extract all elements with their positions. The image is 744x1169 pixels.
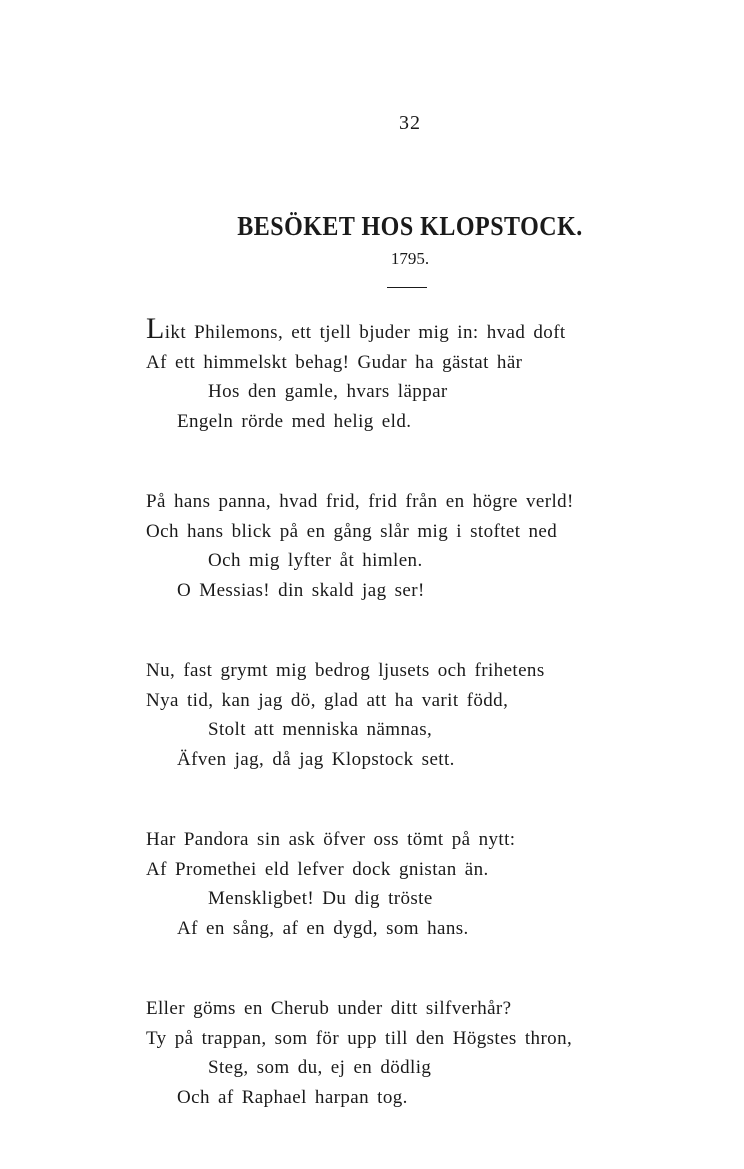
stanza — [0, 825, 744, 943]
drop-cap: L — [146, 312, 165, 345]
verse-line: Stolt att menniska nämnas, — [208, 719, 433, 740]
poem-body — [0, 312, 744, 1163]
stanza — [0, 656, 744, 774]
verse-line: Engeln rörde med helig eld. — [177, 410, 412, 432]
stanza — [0, 994, 744, 1112]
verse-line: Steg, som du, ej en dödlig — [208, 1057, 432, 1078]
verse-line: O Messias! din skald jag ser! — [177, 579, 425, 601]
verse-line: Och hans blick på en gång slår mig i stoftet ned — [146, 520, 558, 542]
verse-line: Af en sång, af en dygd, som hans. — [177, 917, 469, 939]
verse-line: Hos den gamle, hvars läppar — [208, 381, 448, 402]
verse-line: Har Pandora sin ask öfver oss tömt på nytt: — [146, 829, 516, 850]
stanza — [0, 487, 744, 605]
verse-line: Nya tid, kan jag dö, glad att ha varit född, — [146, 689, 509, 711]
verse-line: På hans panna, hvad frid, frid från en högre verld! — [146, 491, 574, 512]
verse-line: Eller göms en Cherub under ditt silfverhår? — [146, 998, 512, 1019]
poem-year: 1795. — [390, 249, 430, 268]
verse-line: Af ett himmelskt behag! Gudar ha gästat här — [146, 351, 523, 373]
verse-line: Nu, fast grymt mig bedrog ljusets och frihetens — [146, 660, 545, 681]
verse-line: Och af Raphael harpan tog. — [177, 1086, 408, 1108]
verse-line: Äfven jag, då jag Klopstock sett. — [177, 748, 455, 770]
stanza — [0, 312, 744, 436]
title-rule — [387, 287, 427, 288]
verse-line: Och mig lyfter åt himlen. — [208, 550, 423, 571]
verse-line: Af Promethei eld lefver dock gnistan än. — [146, 858, 489, 880]
verse-line: Ty på trappan, som för upp till den Högstes thron, — [146, 1027, 573, 1049]
verse-line — [0, 312, 744, 348]
page-number: 32 — [399, 112, 421, 134]
verse-line: Menskligbet! Du dig tröste — [208, 888, 433, 909]
poem-title: BESÖKET HOS KLOPSTOCK. — [237, 211, 583, 242]
verse-text: ikt Philemons, ett tjell bjuder mig in: hvad doft — [164, 322, 566, 343]
